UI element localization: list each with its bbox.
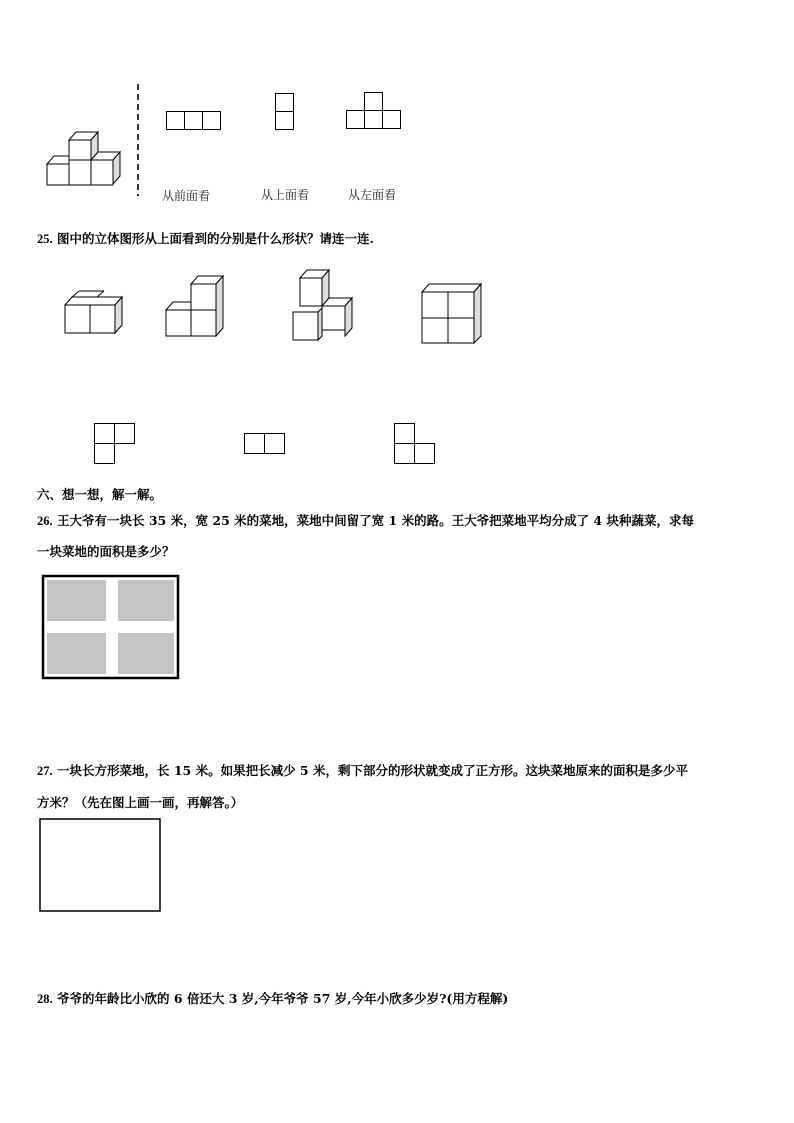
question-26-line-2: 一块菜地的面积是多少？ [37,544,175,559]
top-view-option-1[interactable] [94,423,136,465]
question-text: 一块长方形菜地，长 15 米。如果把长减少 5 米，剩下部分的形状就变成了正方形。这块菜地原来的面积是多少平 [56,763,688,778]
question-number: 25. [37,232,53,246]
question-28 [37,989,508,1007]
question-text: 爷爷的年龄比小欣的 6 倍还大 3 岁,今年爷爷 57 岁,今年小欣多少岁?(用方程解) [56,991,509,1006]
plot-top-right [118,580,174,621]
section-title: 六、想一想，解一解。 [37,487,163,502]
solid-figure-a [64,291,128,335]
solid-figure-b [165,276,227,338]
top-view-label: 从上面看 [261,188,310,202]
plot-top-left [47,580,106,621]
question-25 [37,229,374,247]
front-view-shape [166,111,222,131]
vegetable-plot-diagram [42,575,180,681]
plot-bottom-right [118,633,174,674]
plot-bottom-left [47,633,106,674]
question-27-line-2: 方米？（先在图上画一画，再解答。） [37,795,244,810]
top-view-option-2[interactable] [244,433,286,455]
front-view-label: 从前面看 [162,189,211,203]
rectangle-drawing-box[interactable] [39,818,163,914]
solid-figure-d [421,284,483,346]
left-view-label: 从左面看 [348,188,397,202]
question-number: 26. [37,514,53,528]
question-text: 图中的立体图形从上面看到的分别是什么形状？请连一连. [56,231,374,246]
solid-figure-c [292,270,356,342]
question-number: 28. [37,992,53,1006]
dashed-divider [136,84,140,196]
solid-figure-stacked-cubes [44,128,134,190]
question-text: 王大爷有一块长 35 米，宽 25 米的菜地，菜地中间留了宽 1 米的路。王大爷把菜地平均分成了 4 块种蔬菜，求每 [56,513,694,528]
top-view-shape [275,93,295,131]
question-27-line-1 [37,761,688,779]
top-view-option-3[interactable] [394,423,436,465]
question-number: 27. [37,764,53,778]
question-26-line-1 [37,511,694,529]
left-view-shape [346,92,402,130]
